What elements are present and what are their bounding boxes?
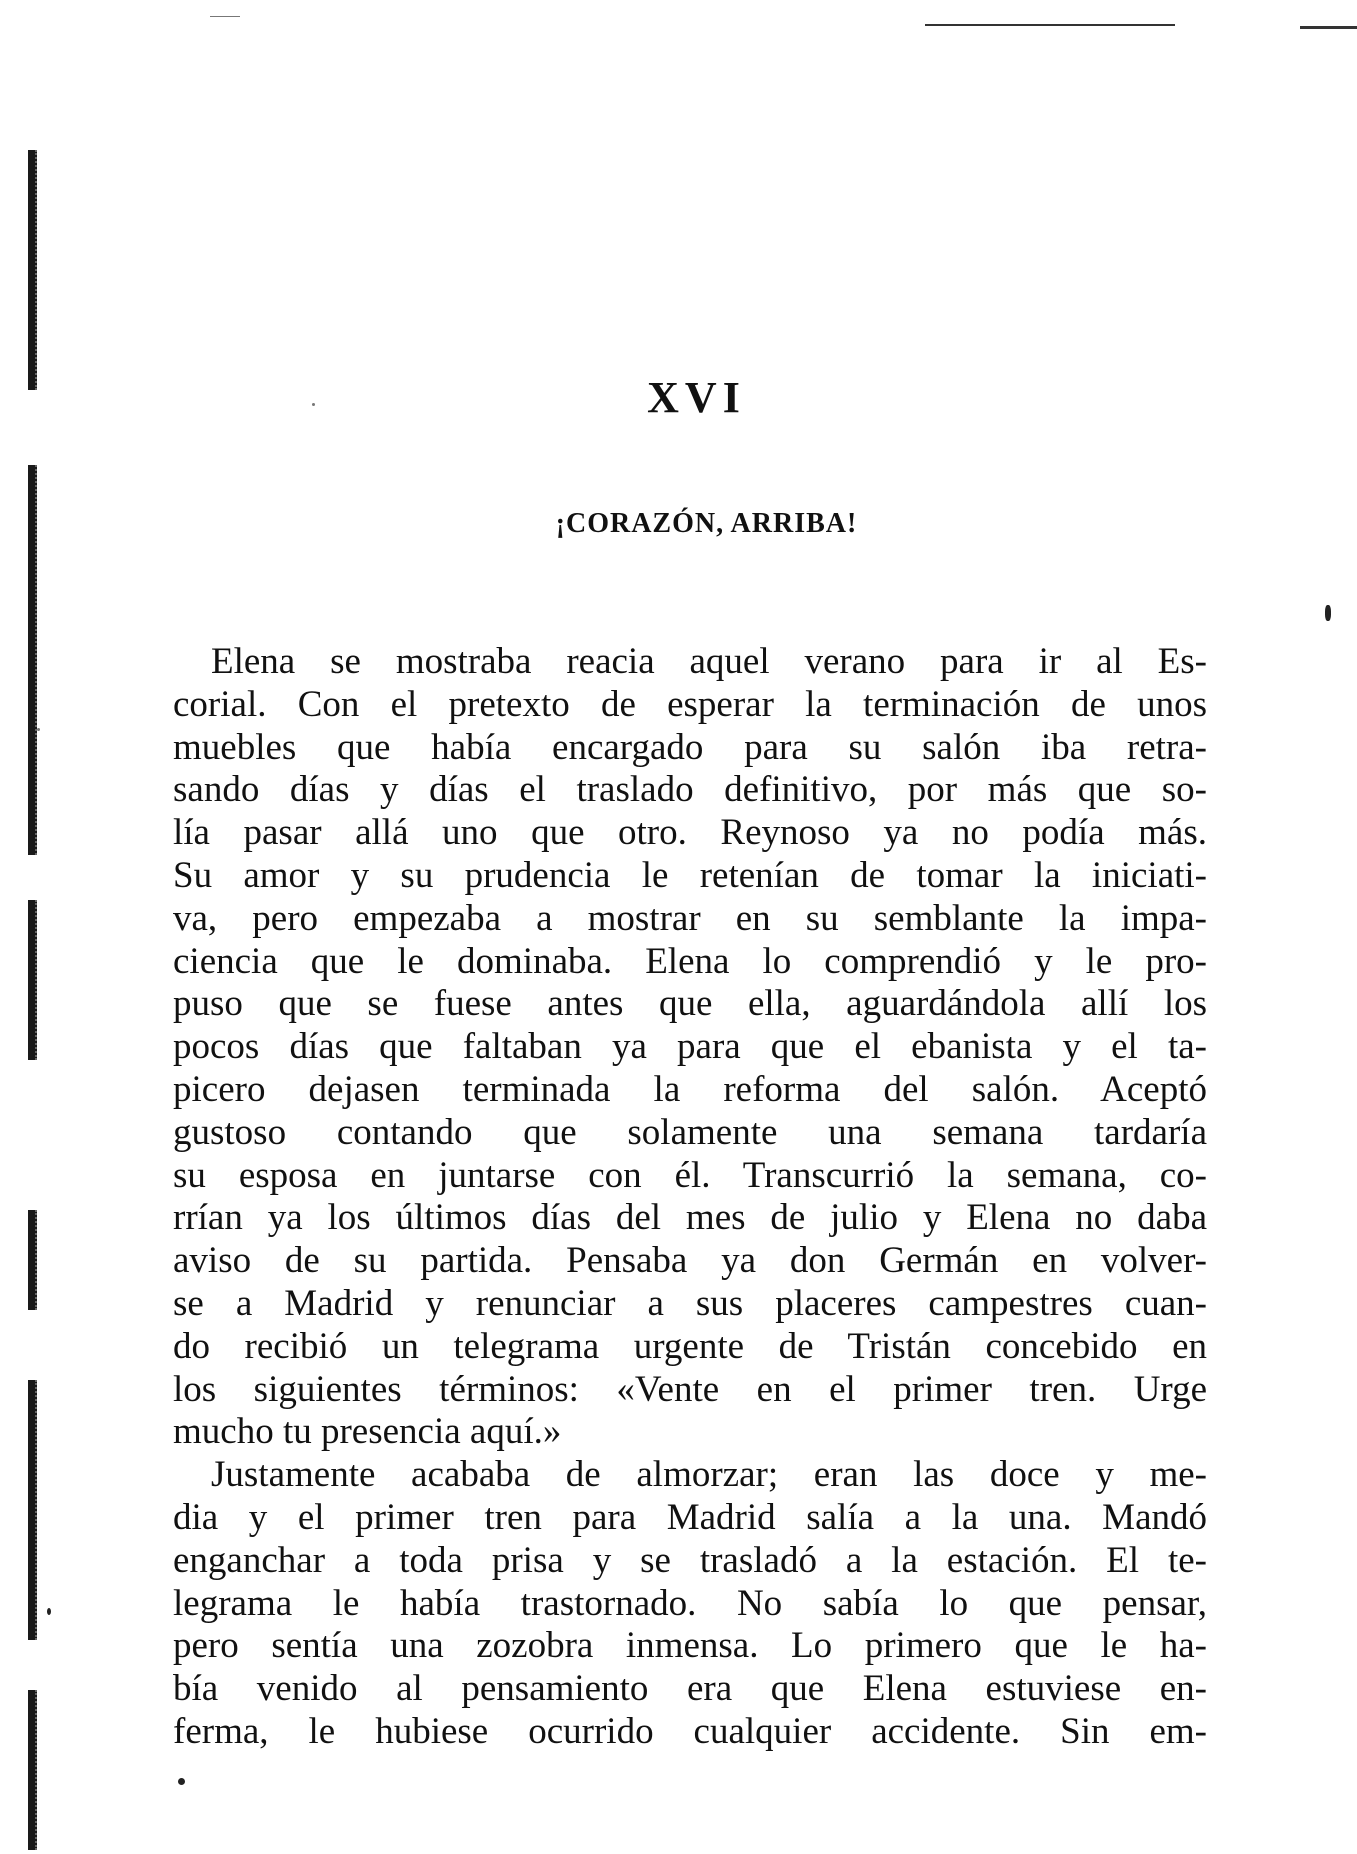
top-rule-short — [210, 16, 240, 17]
text-line: legrama le había trastornado. No sabía lo que pensar, — [173, 1582, 1207, 1624]
binding-shadow — [28, 150, 37, 390]
ink-speck — [178, 1778, 185, 1785]
binding-shadow — [28, 900, 37, 1060]
ink-speck — [47, 1608, 51, 1615]
text-line: se a Madrid y renunciar a sus placeres campestres cuan- — [173, 1282, 1207, 1324]
text-line: pocos días que faltaban ya para que el ebanista y el ta- — [173, 1026, 1207, 1068]
text-line: pero sentía una zozobra inmensa. Lo primero que le ha- — [173, 1625, 1207, 1667]
binding-shadow — [28, 1380, 37, 1640]
text-line: dia y el primer tren para Madrid salía a la una. Mandó — [173, 1496, 1207, 1538]
text-line: enganchar a toda prisa y se trasladó a la estación. El te- — [173, 1539, 1207, 1581]
top-rule-edge — [1300, 26, 1357, 29]
chapter-number: XVI — [647, 373, 746, 422]
text-line: do recibió un telegrama urgente de Tristán concebido en — [173, 1325, 1207, 1367]
text-line: picero dejasen terminada la reforma del salón. Aceptó — [173, 1068, 1207, 1110]
text-line: Su amor y su prudencia le retenían de tomar la iniciati- — [173, 854, 1207, 896]
body-text — [173, 641, 1207, 1754]
text-line: rrían ya los últimos días del mes de julio y Elena no daba — [173, 1197, 1207, 1239]
text-line: mucho tu presencia aquí.» — [173, 1411, 562, 1453]
binding-shadow — [28, 1690, 37, 1850]
text-line: Justamente acababa de almorzar; eran las doce y me- — [211, 1454, 1207, 1496]
text-line: bía venido al pensamiento era que Elena estuviese en- — [173, 1668, 1207, 1710]
text-line: puso que se fuese antes que ella, aguardándola allí los — [173, 983, 1207, 1025]
text-line: lía pasar allá uno que otro. Reynoso ya no podía más. — [173, 812, 1207, 854]
text-line: gustoso contando que solamente una semana tardaría — [173, 1111, 1207, 1153]
text-line: los siguientes términos: «Vente en el primer tren. Urge — [173, 1368, 1207, 1410]
top-rule-long — [925, 24, 1175, 26]
text-line: Elena se mostraba reacia aquel verano para ir al Es- — [211, 641, 1207, 682]
text-line: sando días y días el traslado definitivo, por más que so- — [173, 769, 1207, 811]
text-line: va, pero empezaba a mostrar en su semblante la impa- — [173, 897, 1207, 939]
ink-speck — [37, 728, 40, 731]
text-line: aviso de su partida. Pensaba ya don Germán en volver- — [173, 1240, 1207, 1282]
chapter-title: ¡CORAZÓN, ARRIBA! — [555, 508, 858, 539]
binding-shadow — [28, 1210, 37, 1310]
text-line: ciencia que le dominaba. Elena lo comprendió y le pro- — [173, 940, 1207, 982]
text-line: ferma, le hubiese ocurrido cualquier accidente. Sin em- — [173, 1710, 1207, 1752]
text-line: su esposa en juntarse con él. Transcurrió la semana, co- — [173, 1154, 1207, 1196]
ink-speck — [1325, 605, 1331, 621]
text-line: muebles que había encargado para su salón iba retra- — [173, 726, 1207, 768]
text-line: corial. Con el pretexto de esperar la terminación de unos — [173, 683, 1207, 725]
